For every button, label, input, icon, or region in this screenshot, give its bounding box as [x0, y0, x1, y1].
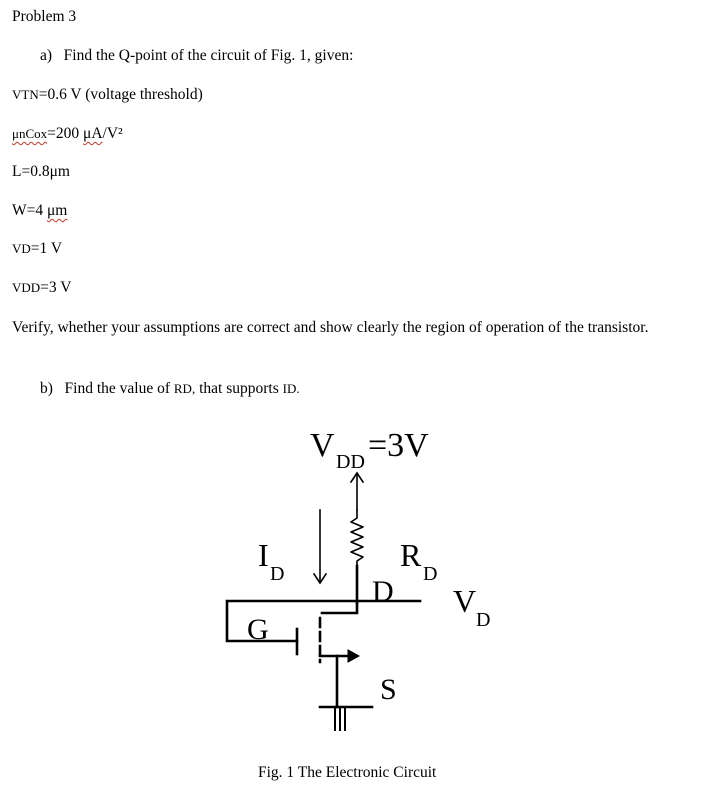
- problem-title: Problem 3: [12, 8, 77, 25]
- vd-label-main: V: [453, 583, 477, 619]
- id-label-main: I: [258, 537, 269, 573]
- vd-label-sub: D: [476, 609, 491, 631]
- vdd-value: =3V: [368, 427, 429, 464]
- part-a-text: Find the Q-point of the circuit of Fig. 1, given:: [63, 47, 354, 64]
- w-unit: μm: [47, 202, 68, 219]
- given-l: L=0.8μm: [12, 163, 70, 180]
- part-b-rd: RD,: [173, 381, 196, 396]
- vd-value: =1 V: [30, 240, 63, 257]
- id-label-sub: D: [270, 563, 285, 585]
- vtn-value: =0.6 V (voltage threshold): [38, 86, 203, 103]
- part-a-label: a): [40, 47, 53, 64]
- vtn-symbol: VTN: [12, 87, 39, 102]
- source-label: S: [380, 673, 397, 706]
- uncox-eq: =200: [47, 125, 84, 142]
- gate-label: G: [247, 613, 269, 646]
- rd-label-sub: D: [423, 563, 438, 585]
- uncox-symbol: μnCox: [12, 126, 48, 141]
- vdd-value: =3 V: [40, 279, 72, 296]
- vdd-label-main: V: [310, 427, 335, 464]
- rd-resistor: [351, 510, 363, 566]
- uncox-rest: /V²: [102, 125, 123, 142]
- part-b-id: ID.: [282, 381, 300, 396]
- vdd-label-sub: DD: [336, 451, 365, 473]
- part-b-text-mid: that supports: [195, 380, 283, 397]
- drain-label: D: [372, 575, 394, 608]
- figure-caption: Fig. 1 The Electronic Circuit: [258, 764, 437, 781]
- vd-symbol: VD: [12, 241, 31, 256]
- verify-text: Verify, whether your assumptions are correct and show clearly the region of operation of the transistor.: [12, 319, 649, 336]
- uncox-unit: μA: [83, 125, 103, 142]
- vdd-symbol: VDD: [12, 280, 41, 295]
- rd-label-main: R: [400, 537, 422, 573]
- part-b-label: b): [40, 380, 53, 397]
- w-prefix: W=4: [12, 202, 47, 219]
- part-b-text: Find the value of: [64, 380, 174, 397]
